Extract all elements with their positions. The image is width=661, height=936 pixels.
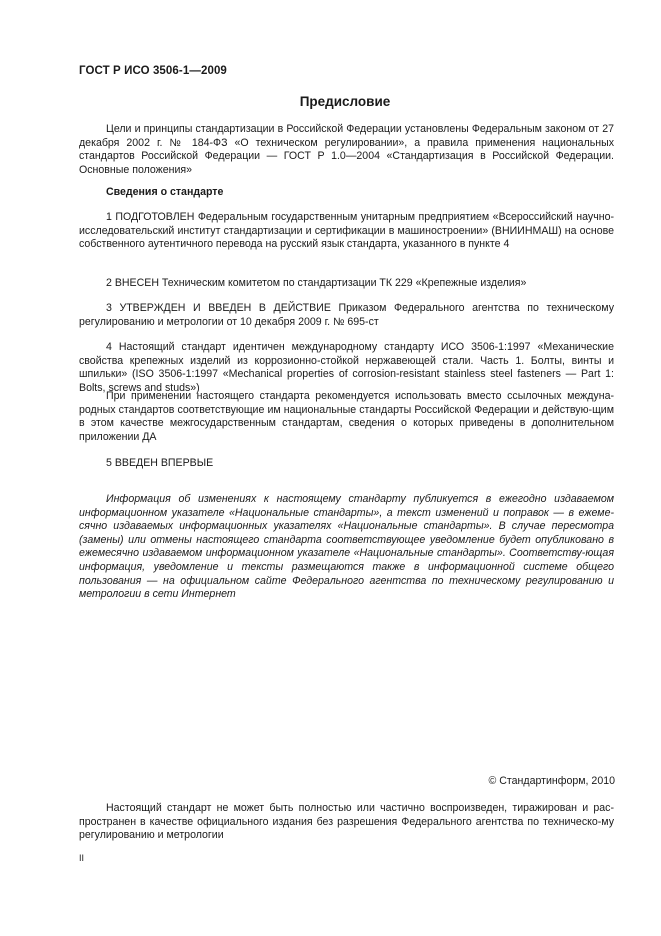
item-1-prepared: 1 ПОДГОТОВЛЕН Федеральным государственным унитарным предприятием «Всероссийский научно-исследовательский институт стандартизации и сертификации в машиностроении» (ВНИИНМАШ) на основе собственного аутентичного перевода на русский язык стандарта, указанного в пункте 4 <box>79 211 614 251</box>
item-4-usage-note: При применении настоящего стандарта рекомендуется использовать вместо ссылочных междуна-родных стандартов соответствующие им национальные стандарты Российской Федерации и действую-щим в этом качестве межгосударственным стандартам, сведения о которых приведены в дополнительном приложении ДА <box>79 390 614 443</box>
item-3-approved: 3 УТВЕРЖДЕН И ВВЕДЕН В ДЕЙСТВИЕ Приказом Федерального агентства по техническому регулированию и метрологии от 10 декабря 2009 г. № 695-ст <box>79 302 614 328</box>
item-2-submitted: 2 ВНЕСЕН Техническим комитетом по стандартизации ТК 229 «Крепежные изделия» <box>106 277 527 289</box>
page-title: Предисловие <box>299 94 391 109</box>
item-5-introduced: 5 ВВЕДЕН ВПЕРВЫЕ <box>106 457 214 469</box>
copyright-line: © Стандартинформ, 2010 <box>488 775 615 787</box>
intro-paragraph: Цели и принципы стандартизации в Российской Федерации установлены Федеральным законом от 27 декабря 2002 г. № 184-ФЗ «О техническом регулировании», а правила применения национальных стандартов Российской Федерации — ГОСТ Р 1.0—2004 «Стандартизация в Российской Федерации. Основные положения» <box>79 123 614 176</box>
page-number: II <box>79 853 85 863</box>
changes-notice: Информация об изменениях к настоящему стандарту публикуется в ежегодно издаваемом информационном указателе «Национальные стандарты», а текст изменений и поправок — в ежеме-сячно издаваемых информационных указателях «Национальные стандарты». В случае пересмотра (замены) или отмены настоящего стандарта соответствующее уведомление будет опубликовано в ежемесячно издаваемом информационном указателе «Национальные стандарты». Соответству-ющая информация, уведомление и тексты размещаются также в информационной системе общего пользования — на официальном сайте Федерального агентства по техническому регулированию и метрологии в сети Интернет <box>79 493 614 601</box>
reproduction-notice: Настоящий стандарт не может быть полностью или частично воспроизведен, тиражирован и рас-пространен в качестве официального издания без разрешения Федерального агентства по техническо-му регулированию и метрологии <box>79 802 614 842</box>
standard-info-subheading: Сведения о стандарте <box>106 186 224 198</box>
document-code-header: ГОСТ Р ИСО 3506-1—2009 <box>79 65 227 77</box>
item-4-identical: 4 Настоящий стандарт идентичен международному стандарту ИСО 3506-1:1997 «Механические свойства крепежных изделий из коррозионно-стойкой нержавеющей стали. Часть 1. Болты, винты и шпильки» (ISO 3506-1:1997 «Mechanical properties of corrosion-resistant stainless steel fasteners — Part 1: Bolts, screws and studs») <box>79 341 614 394</box>
